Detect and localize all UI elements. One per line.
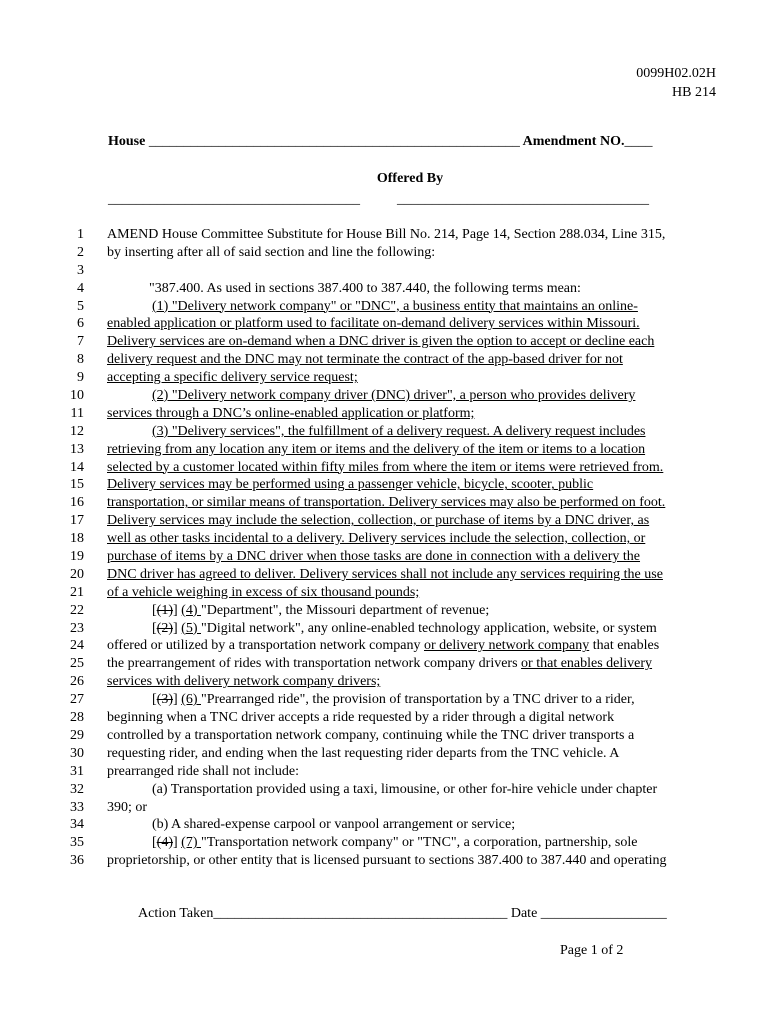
text-line — [0, 530, 770, 548]
line-text — [107, 763, 714, 781]
line-segment: ] — [173, 620, 182, 636]
line-number: 19 — [70, 549, 84, 565]
text-line — [0, 280, 770, 298]
line-text — [107, 709, 714, 727]
house-amendment-line — [108, 134, 712, 150]
line-number: 33 — [70, 799, 84, 815]
line-text — [107, 333, 714, 351]
inserted-text: services with delivery network company drivers; — [107, 674, 381, 690]
line-number: 21 — [70, 584, 84, 600]
line-number: 31 — [70, 763, 84, 779]
document-header — [636, 64, 716, 102]
line-segment: the prearrangement of rides with transportation network company drivers — [107, 656, 522, 672]
text-line — [0, 423, 770, 441]
line-number: 9 — [77, 370, 84, 386]
amendment-body — [0, 226, 770, 870]
line-number: 11 — [70, 405, 84, 421]
text-line — [0, 763, 770, 781]
line-text — [107, 745, 714, 763]
text-line — [0, 476, 770, 494]
line-number: 36 — [70, 853, 84, 869]
inserted-text: (4) — [181, 602, 201, 618]
inserted-text: (1) "Delivery network company" or "DNC", a business entity that maintains an online- — [152, 298, 638, 314]
line-text — [107, 602, 714, 620]
house-label: House — [108, 134, 146, 149]
line-text — [107, 387, 714, 405]
inserted-text: well as other tasks incidental to a delivery. Delivery services include the selection, collection, or — [107, 531, 646, 547]
line-number: 28 — [70, 710, 84, 726]
line-number: 22 — [70, 602, 84, 618]
text-line — [0, 494, 770, 512]
line-segment: prearranged ride shall not include: — [107, 763, 300, 779]
line-segment: ] — [173, 835, 182, 851]
line-number: 16 — [70, 495, 84, 511]
text-line — [0, 459, 770, 477]
line-text — [107, 280, 714, 298]
text-line — [0, 244, 770, 262]
inserted-text: Delivery services may include the selection, collection, or purchase of items by a DNC driver, as — [107, 513, 650, 529]
inserted-text: transportation, or similar means of transportation. Delivery services may also be performed on foot. — [107, 495, 666, 511]
line-number: 32 — [70, 781, 84, 797]
line-text — [107, 369, 714, 387]
text-line — [0, 315, 770, 333]
text-line — [0, 351, 770, 369]
line-segment: [ — [152, 692, 157, 708]
text-line — [0, 620, 770, 638]
line-number: 27 — [70, 692, 84, 708]
line-number: 30 — [70, 745, 84, 761]
line-text — [107, 655, 714, 673]
line-number: 10 — [70, 388, 84, 404]
line-text — [107, 494, 714, 512]
text-line — [0, 781, 770, 799]
text-line — [0, 834, 770, 852]
inserted-text: (2) "Delivery network company driver (DNC) driver", a person who provides delivery — [152, 388, 636, 404]
line-segment: "Digital network", any online-enabled technology application, website, or system — [201, 620, 657, 636]
signature-lines — [108, 192, 649, 208]
line-number: 25 — [70, 656, 84, 672]
inserted-text: (3) "Delivery services", the fulfillment of a delivery request. A delivery request includes — [152, 423, 646, 439]
line-number: 2 — [77, 244, 84, 260]
page-number: Page 1 of 2 — [560, 943, 624, 958]
inserted-text: or delivery network company — [423, 638, 590, 654]
text-line — [0, 405, 770, 423]
line-text — [107, 226, 714, 244]
line-segment: [ — [152, 620, 157, 636]
amendment-blank: ____ — [624, 134, 653, 149]
line-text — [107, 637, 714, 655]
inserted-text: DNC driver has agreed to deliver. Delivery services shall not include any services requiring the use — [107, 566, 663, 582]
line-segment: "Transportation network company" or "TNC", a corporation, partnership, sole — [201, 835, 638, 851]
amendment-label: Amendment NO. — [522, 134, 625, 149]
line-text — [107, 673, 714, 691]
text-line — [0, 637, 770, 655]
line-text — [107, 620, 714, 638]
inserted-text: (7) — [181, 835, 201, 851]
line-text — [107, 566, 714, 584]
line-text — [107, 584, 714, 602]
line-segment: controlled by a transportation network company, continuing while the TNC driver transports a — [107, 727, 635, 743]
line-number: 24 — [70, 638, 84, 654]
line-segment: [ — [152, 602, 157, 618]
text-line — [0, 816, 770, 834]
line-text — [107, 244, 714, 262]
struck-text: (4) — [156, 835, 173, 851]
line-segment: 390; or — [107, 799, 148, 815]
date-label: Date — [510, 906, 538, 921]
text-line — [0, 727, 770, 745]
inserted-text: accepting a specific delivery service request; — [107, 370, 358, 386]
line-number: 18 — [70, 531, 84, 547]
line-number: 1 — [77, 227, 84, 242]
line-number: 7 — [77, 334, 84, 350]
line-number: 26 — [70, 674, 84, 690]
line-number: 15 — [70, 477, 84, 493]
inserted-text: services through a DNC’s online-enabled application or platform; — [107, 405, 475, 421]
text-line — [0, 691, 770, 709]
line-segment: (a) Transportation provided using a taxi, limousine, or other for-hire vehicle under chapter — [152, 781, 658, 797]
inserted-text: retrieving from any location any item or items and the delivery of the item or items to a location — [107, 441, 646, 457]
inserted-text: enabled application or platform used to facilitate on-demand delivery services within Missouri. — [107, 316, 640, 332]
struck-text: (3) — [156, 692, 173, 708]
line-number: 12 — [70, 423, 84, 439]
text-line — [0, 298, 770, 316]
line-segment: that enables — [589, 638, 660, 654]
line-number: 5 — [77, 298, 84, 314]
line-segment: ] — [173, 692, 182, 708]
line-number: 4 — [77, 280, 84, 296]
text-line — [0, 799, 770, 817]
line-text — [107, 405, 714, 423]
action-taken-blank: __________________________________________ — [213, 906, 508, 921]
line-number: 23 — [70, 620, 84, 636]
line-segment: proprietorship, or other entity that is licensed pursuant to sections 387.400 to 387.440 and operating — [107, 853, 667, 869]
line-text — [107, 512, 714, 530]
signature-blank-left: ____________________________________ — [108, 192, 360, 207]
line-segment: "Prearranged ride", the provision of transportation by a TNC driver to a rider, — [201, 692, 635, 708]
inserted-text: delivery request and the DNC may not terminate the contract of the app-based driver for not — [107, 352, 623, 368]
text-line — [0, 584, 770, 602]
line-text — [107, 691, 714, 709]
inserted-text: of a vehicle weighing in excess of six thousand pounds; — [107, 584, 420, 600]
text-line — [0, 673, 770, 691]
line-text — [107, 530, 714, 548]
text-line — [0, 441, 770, 459]
line-text — [107, 816, 714, 834]
text-line — [0, 602, 770, 620]
text-line — [0, 387, 770, 405]
line-segment: AMEND House Committee Substitute for House Bill No. 214, Page 14, Section 288.034, Line 315, — [107, 227, 666, 242]
doc-code: 0099H02.02H — [636, 66, 716, 81]
line-number: 17 — [70, 513, 84, 529]
line-text — [107, 727, 714, 745]
text-line — [0, 548, 770, 566]
line-segment: [ — [152, 835, 157, 851]
line-number: 29 — [70, 727, 84, 743]
inserted-text: selected by a customer located within fifty miles from where the item or items were retrieved from. — [107, 459, 664, 475]
text-line — [0, 333, 770, 351]
line-segment: "Department", the Missouri department of revenue; — [201, 602, 490, 618]
line-segment: by inserting after all of said section and line the following: — [107, 244, 436, 260]
text-line — [0, 852, 770, 870]
line-number: 13 — [70, 441, 84, 457]
inserted-text: purchase of items by a DNC driver when those tasks are done in connection with a delivery the — [107, 549, 641, 565]
line-text — [107, 459, 714, 477]
text-line — [0, 745, 770, 763]
inserted-text: Delivery services may be performed using a passenger vehicle, bicycle, scooter, public — [107, 477, 594, 493]
line-number: 6 — [77, 316, 84, 332]
text-line — [0, 566, 770, 584]
line-text — [107, 799, 714, 817]
line-text — [107, 441, 714, 459]
house-blank: _____________________________________________________ — [148, 134, 520, 149]
line-segment: ] — [173, 602, 182, 618]
line-text — [107, 351, 714, 369]
text-line — [0, 512, 770, 530]
line-number: 14 — [70, 459, 84, 475]
inserted-text: Delivery services are on-demand when a DNC driver is given the option to accept or decline each — [107, 334, 655, 350]
line-text — [107, 298, 714, 316]
line-number: 20 — [70, 566, 84, 582]
line-segment: beginning when a TNC driver accepts a ride requested by a rider through a digital network — [107, 710, 615, 726]
signature-blank-right: ____________________________________ — [397, 192, 649, 207]
line-number: 3 — [77, 262, 84, 278]
text-line — [0, 369, 770, 387]
line-number: 34 — [70, 817, 84, 833]
inserted-text: (6) — [181, 692, 201, 708]
line-text — [107, 852, 714, 870]
line-text — [107, 834, 714, 852]
date-blank: __________________ — [540, 906, 667, 921]
bill-number: HB 214 — [672, 85, 716, 100]
line-segment: offered or utilized by a transportation network company — [107, 638, 424, 654]
line-segment: (b) A shared-expense carpool or vanpool arrangement or service; — [152, 817, 516, 833]
action-taken-line — [138, 906, 667, 922]
inserted-text: or that enables delivery — [521, 656, 653, 672]
struck-text: (1) — [156, 602, 173, 618]
line-text — [107, 548, 714, 566]
action-taken-label: Action Taken — [138, 906, 214, 921]
text-line — [0, 709, 770, 727]
text-line — [0, 655, 770, 673]
line-segment: requesting rider, and ending when the last requesting rider departs from the TNC vehicle. A — [107, 745, 620, 761]
line-text — [107, 781, 714, 799]
text-line — [0, 226, 770, 244]
struck-text: (2) — [156, 620, 173, 636]
line-number: 35 — [70, 835, 84, 851]
line-segment: "387.400. As used in sections 387.400 to 387.440, the following terms mean: — [149, 280, 581, 296]
line-text — [107, 315, 714, 333]
text-line — [0, 262, 770, 280]
line-text — [107, 423, 714, 441]
offered-by-heading: Offered By — [376, 171, 444, 186]
inserted-text: (5) — [181, 620, 201, 636]
line-text — [107, 476, 714, 494]
line-number: 8 — [77, 352, 84, 368]
